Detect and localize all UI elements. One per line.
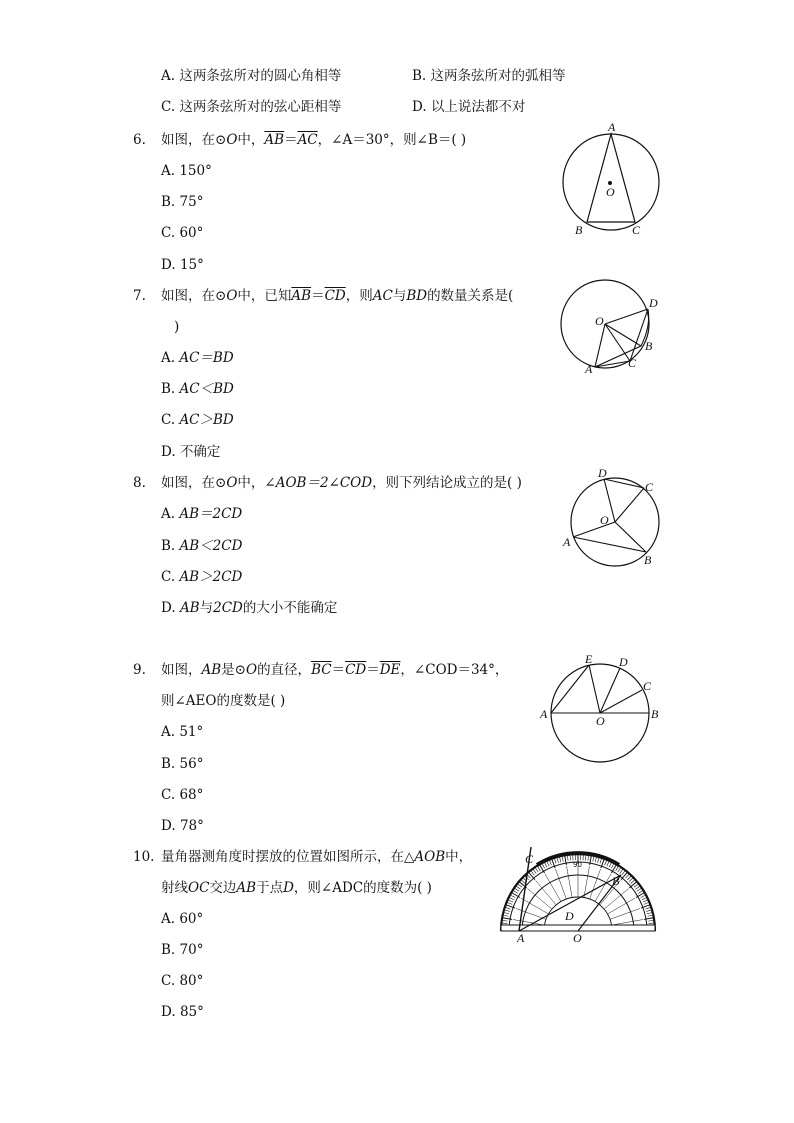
q9-label-a: A bbox=[540, 707, 548, 721]
q7-stem: 如图，在⊙O中，已知$\overline{AB}=\overline{CD}$，则AC与BD的数量关系是( bbox=[161, 288, 514, 304]
q6-number: 6. bbox=[133, 132, 146, 148]
q10-option-c: C. 80° bbox=[161, 973, 204, 989]
protractor-spoke bbox=[513, 920, 545, 926]
protractor-tick bbox=[510, 895, 515, 898]
q9-label-b: B bbox=[651, 707, 659, 721]
q6-label-o: O bbox=[606, 185, 615, 199]
q9-label-e: E bbox=[585, 652, 593, 666]
q10-stem-line2: 射线OC交边AB于点D，则∠ADC的度数为( ) bbox=[161, 880, 432, 896]
q7-stem-cont: ) bbox=[174, 319, 180, 335]
q10-figure bbox=[497, 845, 659, 943]
q8-stem: 如图，在⊙O中，∠AOB＝2∠COD，则下列结论成立的是( ) bbox=[161, 475, 522, 491]
q9-figure bbox=[538, 652, 668, 767]
q6-label-b: B bbox=[575, 223, 583, 237]
q8-number: 8. bbox=[133, 475, 146, 491]
protractor-tick bbox=[643, 900, 648, 902]
q6-option-c: C. 60° bbox=[161, 225, 204, 241]
q8-label-d: D bbox=[598, 466, 607, 480]
q9-option-b: B. 56° bbox=[161, 756, 204, 772]
q7-arc-cd: $\overline{CD}$ bbox=[324, 288, 346, 304]
q6-option-b: B. 75° bbox=[161, 194, 204, 210]
q9-arc-bc: $\overline{BC}$ bbox=[311, 662, 332, 678]
q10-label-d: D bbox=[565, 909, 574, 923]
protractor-scale-90: 90 bbox=[573, 861, 582, 869]
q5-option-a: A. 这两条弦所对的圆心角相等 bbox=[161, 68, 342, 84]
q5-option-d: D. 以上说法都不对 bbox=[412, 99, 526, 115]
q10-label-b: B bbox=[612, 874, 620, 888]
q7-label-a: A bbox=[585, 362, 593, 376]
q8-label-c: C bbox=[645, 480, 654, 494]
q8-option-c: C. AB＞2CD bbox=[161, 569, 243, 585]
q9-label-o: O bbox=[596, 714, 605, 728]
q9-number: 9. bbox=[133, 662, 146, 678]
q10-stem: 量角器测角度时摆放的位置如图所示，在△AOB中， bbox=[161, 849, 473, 865]
q7-label-c: C bbox=[628, 356, 637, 370]
q10-option-a: A. 60° bbox=[161, 911, 204, 927]
q9-label-c: C bbox=[643, 679, 652, 693]
q5-option-c: C. 这两条弦所对的弦心距相等 bbox=[161, 99, 342, 115]
q9-label-d: D bbox=[619, 655, 628, 669]
q8-label-a: A bbox=[563, 535, 571, 549]
q9-stem-line2: 则∠AEO的度数是( ) bbox=[161, 693, 286, 709]
q7-arc-ab: $\overline{AB}$ bbox=[291, 288, 312, 304]
q10-option-d: D. 85° bbox=[161, 1004, 204, 1020]
q6-triangle bbox=[587, 134, 635, 222]
q6-label-a: A bbox=[608, 120, 616, 134]
protractor-tick bbox=[621, 872, 627, 880]
q8-label-b: B bbox=[644, 553, 652, 567]
q9-option-d: D. 78° bbox=[161, 818, 204, 834]
q9-stem: 如图，AB是⊙O的直径，$\overline{BC}=\overline{CD}=\overline{DE}$，∠COD＝34°， bbox=[161, 662, 509, 678]
q10-label-a: A bbox=[517, 931, 525, 945]
q7-label-b: B bbox=[645, 339, 653, 353]
q7-option-c: C. AC＞BD bbox=[161, 412, 234, 428]
protractor-spoke bbox=[536, 880, 557, 905]
protractor-tick bbox=[629, 882, 637, 888]
q6-arc-ac: $\overline{AC}$ bbox=[297, 132, 318, 148]
q9-arc-cd: $\overline{CD}$ bbox=[345, 662, 367, 678]
q8-option-b: B. AB＜2CD bbox=[161, 538, 243, 554]
protractor-spoke bbox=[611, 920, 643, 926]
q6-option-d: D. 15° bbox=[161, 257, 204, 273]
q8-option-a: A. AB＝2CD bbox=[161, 506, 243, 522]
q7-option-d: D. 不确定 bbox=[161, 444, 221, 460]
q6-label-c: C bbox=[632, 223, 641, 237]
protractor-tick bbox=[508, 900, 513, 902]
protractor-spoke bbox=[527, 889, 552, 910]
q10-label-c: C bbox=[525, 852, 534, 866]
q5-option-b: B. 这两条弦所对的弧相等 bbox=[412, 68, 566, 84]
q9-option-a: A. 51° bbox=[161, 724, 204, 740]
q10-label-o: O bbox=[573, 931, 582, 945]
q8-label-o: O bbox=[600, 513, 609, 527]
q6-option-a: A. 150° bbox=[161, 163, 212, 179]
q7-label-d: D bbox=[649, 296, 658, 310]
q6-stem: 如图，在⊙O中，$\overline{AB}=\overline{AC}$，∠A＝30°，则∠B＝( ) bbox=[161, 132, 467, 148]
protractor-spoke bbox=[567, 866, 573, 898]
protractor-tick bbox=[505, 907, 511, 909]
protractor-tick bbox=[509, 897, 514, 900]
q7-option-b: B. AC＜BD bbox=[161, 381, 234, 397]
protractor-tick bbox=[642, 897, 647, 900]
q9-arc-de: $\overline{DE}$ bbox=[379, 662, 401, 678]
protractor-tick bbox=[507, 902, 513, 904]
q7-label-o: O bbox=[595, 314, 604, 328]
q10-number: 10. bbox=[133, 849, 155, 865]
q9-option-c: C. 68° bbox=[161, 787, 204, 803]
q7-figure bbox=[555, 276, 670, 381]
q6-arc-ab: $\overline{AB}$ bbox=[264, 132, 285, 148]
q6-figure bbox=[555, 120, 670, 240]
q8-option-d: D. AB与2CD的大小不能确定 bbox=[161, 600, 338, 616]
protractor-tick bbox=[529, 872, 535, 880]
q7-number: 7. bbox=[133, 288, 146, 304]
q7-option-a: A. AC＝BD bbox=[161, 350, 234, 366]
protractor-tick bbox=[644, 902, 650, 904]
q8-figure bbox=[558, 464, 668, 572]
q10-option-b: B. 70° bbox=[161, 942, 204, 958]
protractor-tick bbox=[646, 907, 652, 909]
protractor-tick bbox=[641, 895, 646, 898]
